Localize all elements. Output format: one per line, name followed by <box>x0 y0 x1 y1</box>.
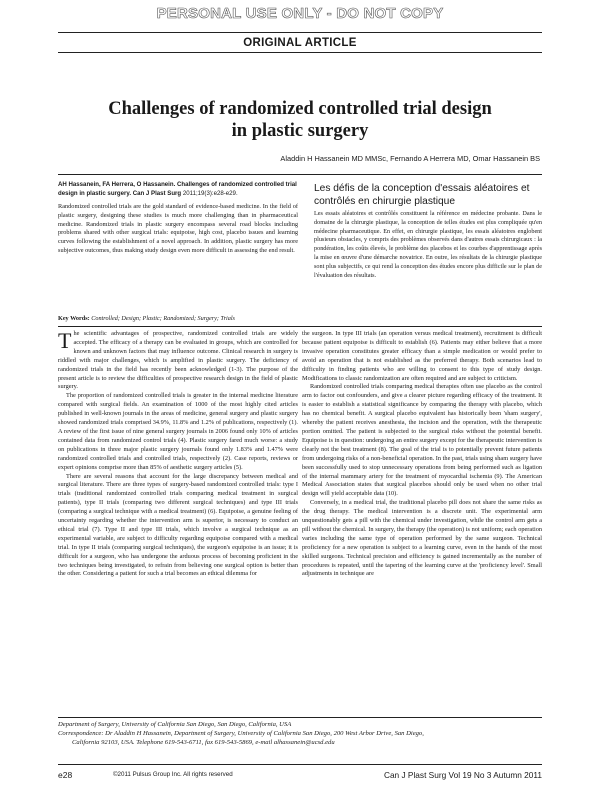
abstract-bottom-rule <box>58 326 542 327</box>
keywords-line <box>58 315 298 322</box>
watermark-personal-use: PERSONAL USE ONLY - DO NOT COPY <box>156 5 444 22</box>
footer-rule <box>58 764 542 765</box>
drop-cap: T <box>58 328 72 353</box>
abstract-french: Les essais aléatoires et contrôlés constituent la référence en médecine probante. Dans le domaine de la chirurgie plastique, la conception de telles études est plus compliquée qu'en médecine pharmaceutique. En effet, en chirurgie plastique, les essais aléatoires englobent plusieurs obstacles, y compris des problèmes observés dans d'autres essais chirurgicaux : la pondération, les coûts élevés, le problème des placebos et les courbes d'apprentissage après la mise en œuvre d'une démarche novatrice. En outre, les résultats de la chirurgie plastique sont plus subjectifs, ce qui rend la conception des études encore plus difficile sur le plan de l'évaluation des résultats. <box>314 210 542 279</box>
french-title: Les défis de la conception d'essais aléatoires et contrôlés en chirurgie plastique <box>314 183 530 207</box>
copyright-notice: ©2011 Pulsus Group Inc. All rights reserved <box>113 771 233 778</box>
affiliation-line: Department of Surgery, University of California San Diego, San Diego, California, USA <box>58 721 292 728</box>
keywords-label: Key Words: <box>58 315 90 322</box>
abstract-top-rule <box>58 174 542 175</box>
author-list: Aladdin H Hassanein MD MMSc, Fernando A Herrera MD, Omar Hassanein BS <box>280 154 540 163</box>
citation-block <box>58 181 298 198</box>
body-column-right <box>302 330 542 579</box>
body-paragraph: Randomized controlled trials comparing medical therapies often use placebo as the control arm to factor out confounders, and give a clearer picture regarding efficacy of the treatment. It is easier to establish a statistical significance by comparing the therapy with placebo, which has no chemical benefit. A surgical placebo equivalent has historically been 'sham surgery', whereby the patient receives anesthesia, the incision and the operation, with the therapeutic portion omitted. The patient is subjected to the surgical risks without the potential benefit. Equipoise is in question: undergoing an entire surgery except for the therapeutic intervention is clearly not the best treatment (8). The goal of the trial is to potentially prevent future patients from undergoing risks of a non-beneficial operation. In the past, trials using sham surgery have been successfully used to stop unnecessary operations from being performed such as ligation of the internal mammary artery for the treatment of myocardial ischemia (9). The American Medical Association states that surgical placebos should only be used when no other trial design will yield acceptable data (10). <box>302 383 542 498</box>
body-paragraph: the surgeon. In type III trials (an operation versus medical treatment), recruitment is difficult because patient equipoise is difficult to establish (6). Patients may either believe that a more invasive operation constitutes greater efficacy than a simple medication or would prefer to avoid an operation that is not established as the preferred therapy. Both scenarios lead to difficulty in finding patients who are willing to consent to this type of study design. Modifications to classic randomization are often required and are subject to criticism. <box>302 330 542 382</box>
article-type-label: ORIGINAL ARTICLE <box>243 37 357 49</box>
top-rule <box>58 32 542 33</box>
correspondence-line: California 92103, USA. Telephone 619-543-6711, fax 619-543-5869, e-mail alhassanein@ucsd.edu <box>72 739 335 746</box>
body-paragraph: The scientific advantages of prospective, randomized controlled trials are widely accepted. The efficacy of a therapy can be evaluated in groups, which are controlled for known and unknown factors that may influence outcome. Clinical research in surgery is riddled with major challenges, which is amplified in plastic surgery. The deficiency of randomized trials in the field has recently been acknowledged (1-3). The purpose of the present article is to review the difficulties of prospective research design in the field of plastic surgery. <box>58 328 298 391</box>
abstract-english: Randomized controlled trials are the gold standard of evidence-based medicine. In the field of plastic surgery, designing these studies is much more challenging than in pharmaceutical medicine. Randomized trials in plastic surgery encompass several road blocks including problems shared with other surgical trials: equipoise, high cost, placebo issues and learning curves following the establishment of a novel approach. In addition, plastic surgery has more subjective outcomes, thus making study design even more difficult in assessing the end result. <box>58 203 298 254</box>
affiliation-rule <box>58 717 542 718</box>
citation-authors: AH Hassanein, FA Herrera, O Hassanein. Challenges of randomized controlled trial design in plastic surgery. Can J Plast Surg <box>58 181 297 197</box>
header-rule <box>58 52 542 53</box>
journal-reference: Can J Plast Surg Vol 19 No 3 Autumn 2011 <box>383 770 542 780</box>
affiliation-block <box>58 720 542 747</box>
body-paragraph: The proportion of randomized controlled trials is greater in the internal medicine literature compared with surgical fields. An examination of 1000 of the most highly cited articles published in well-known journals in the areas of medicine, general surgery and plastic surgery showed randomized trials comprised 34.9%, 11.8% and 1.2% of publications, respectively (1). A review of the first issue of nine general surgery journals in 2006 found only 10% of articles contained data from randomized control trials (4). Plastic surgery fared much worse: a study on publications in three major plastic surgery journals found only 1.83% and 1.47% were randomized controlled trials and controlled trials, respectively (2). Case reports, reviews or expert opinions comprise more than 85% of aesthetic surgery articles (5). <box>58 392 298 471</box>
page-footer <box>58 770 542 782</box>
correspondence-line: Correspondence: Dr Aladdin H Hassanein, Department of Surgery, University of California San Diego, 200 West Arbor Drive, San Diego, <box>58 730 424 737</box>
body-paragraph: Conversely, in a medical trial, the traditional placebo pill does not share the same risks as the drug therapy. The medical intervention is a discrete unit. The experimental arm unquestionably gets a pill with the chemical under investigation, while the control arm gets a pill without the chemical. In surgery, the therapy (the operation) is not uniform; each operation varies including the same type of operation performed by the same surgeon. Technical proficiency for a new operation is subject to a learning curve, even in the hands of the most skilled surgeons. Technical precision and efficiency is gained incrementally as the number of procedures is repeated, until the tapering of the learning curve at the 'proficiency level'. Small adjustments in technique are <box>302 499 542 578</box>
page-number: e28 <box>58 770 73 780</box>
body-column-left <box>58 330 298 579</box>
citation-ref: 2011;19(3):e28-e29. <box>182 189 238 197</box>
body-paragraph: There are several reasons that account for the large discrepancy between medical and surgical literature. There are three types of surgery-based randomized controlled trials: type I trials (traditional randomized controlled trials comparing medical treatment in surgical patients), type II trials (comparing two different surgical techniques) and type III trials (comparing a surgical technique with a medical treatment) (6). Equipoise, a genuine feeling of uncertainty regarding whether the intervention arm is superior, is necessary to conduct an ethical trial (7). Type II and type III trials, which involve a surgical technique as an experimental variable, are subject to difficulty regarding equipoise compared with a medical trial. In type II trials (comparing surgical techniques), the surgeon's equipoise is an issue; it is difficult for a surgeon, who has undergone the arduous process of becoming proficient in the two techniques being investigated, to refrain from believing one surgical option is better than the other. Considering a patient for such a trial becomes an ethical dilemma for <box>58 472 298 578</box>
keywords-value: Controlled; Design; Plastic; Randomized; Surgery; Trials <box>91 315 235 322</box>
article-title: Challenges of randomized controlled trial design in plastic surgery <box>108 99 492 141</box>
